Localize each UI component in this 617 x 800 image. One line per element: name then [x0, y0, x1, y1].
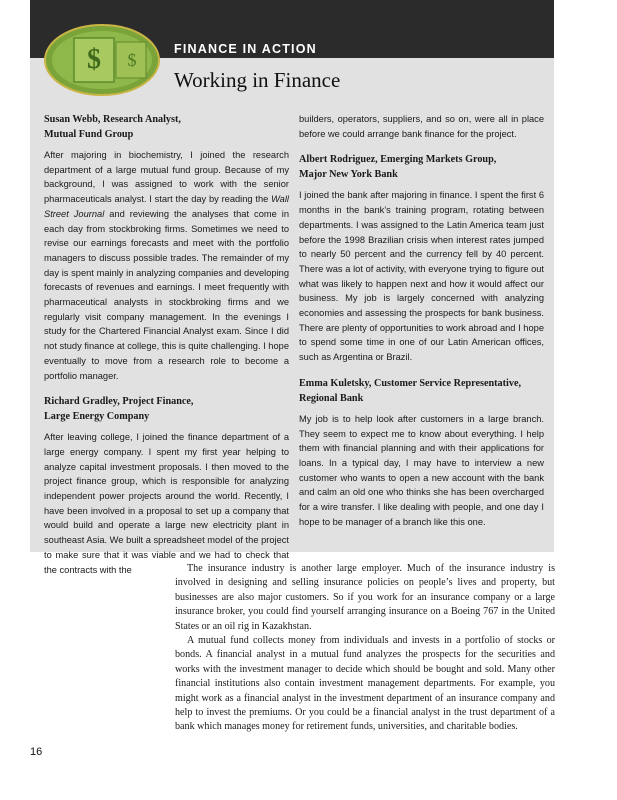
profile-byline — [299, 376, 544, 406]
body-paragraph: A mutual fund collects money from individuals and invests in a portfolio of stocks or bonds. A financial analyst in a mutual fund analyzes the prospects for the securities and works with the investment manager to decide which should be bought and sold. Many other financial institutions also contain investment management departments. For example, you might work as a financial analyst in the investment department of an insurance company and help to invest the premiums. Or you could be a financial analyst in the trust department of a bank which manages money for retirement funds, universities, and charitable bodies. — [175, 635, 555, 733]
profile-text: After majoring in biochemistry, I joined the research department of a large mutual fund group. Because of my background, I was assigned to work with the senior pharmaceuticals analyst. I start the day by reading the Wall Street Journal and reviewing the analyses that come in each day from stockbroking firms. Sometimes we need to revise our earnings forecasts and meet with the portfolio managers to discuss possible trades. The remainder of my day is spent mainly in analyzing companies and developing forecasts of revenues and earnings. I meet frequently with pharmaceutical analysts in stockbroking firms and we regularly visit company management. In the evenings I study for the Chartered Financial Analyst exam. Since I did not study finance at college, this is quite challenging. I hope eventually to move from a research role to become a portfolio manager. — [44, 150, 289, 381]
right-column — [299, 112, 544, 529]
body-text — [175, 562, 555, 735]
profile-org: Regional Bank — [299, 392, 364, 404]
profile-text: My job is to help look after customers in a large branch. They seem to expect me to know about everything. I help them with financial planning and with their applications for loans. In a typical day, I may have to interview a new customer who wants to open a new account with the bank and calm an old one who thinks she has been overcharged for a wire transfer. I like dealing with people, and one day I hope to be manager of a branch like this one. — [299, 413, 544, 527]
profile-byline — [299, 152, 544, 182]
profile-text: After leaving college, I joined the finance department of a large energy company. I spent my first year helping to analyze capital investment proposals. I then moved to the project finance group, which is responsible for analyzing independent power projects around the world. Recently, I have been involved in a proposal to set up a company that would build and operate a large new electricity plant in southeast Asia. We built a spreadsheet model of the project to make sure that it was viable and we had to check that the contracts with the — [44, 432, 289, 575]
profile-name: Albert Rodriguez, Emerging Markets Group, — [299, 154, 497, 166]
dollar-bill-oval-icon — [44, 24, 160, 96]
profile-byline — [44, 112, 289, 142]
svg-text:$: $ — [127, 50, 137, 70]
profile-name: Susan Webb, Research Analyst, — [44, 114, 181, 125]
left-column — [44, 112, 289, 577]
italic-title: Wall Street Journal — [44, 194, 289, 219]
section-tag: FINANCE IN ACTION — [174, 42, 317, 56]
profile-byline — [44, 394, 289, 424]
profile-org: Large Energy Company — [44, 411, 150, 423]
profile-name: Emma Kuletsky, Customer Service Representative, — [299, 377, 522, 389]
page-number: 16 — [30, 746, 43, 758]
svg-text:$: $ — [87, 44, 101, 75]
profile-org: Major New York Bank — [299, 169, 398, 181]
profile-text: I joined the bank after majoring in finance. I spent the first 6 months in the bank’s training program, rotating between departments. I was assigned to the Latin America team just before the 1998 Brazilian crisis when interest rates jumped to nearly 50 percent and the currency fell by 40 percent. There was a lot of activity, with everyone trying to figure out what was likely to happen next and how it would affect our business. My job is largely concerned with analyzing economies and assessing the prospects for bank business. There are plenty of opportunities to work abroad and I hope to spend some time in one of our Latin American offices, such as Argentina or Brazil. — [299, 190, 544, 363]
body-paragraph: The insurance industry is another large employer. Much of the insurance industry is involved in designing and selling insurance policies on people’s lives and property, but businesses are also major customers. So if you work for an insurance company or a large insurance broker, you could find yourself arranging insurance on a Boeing 767 in the United States or an oil rig in Kazakhstan. — [175, 563, 555, 632]
profile-org: Mutual Fund Group — [44, 129, 134, 140]
continuation-text: builders, operators, suppliers, and so on, were all in place before we could arrange bank finance for the project. — [299, 114, 544, 139]
profile-name: Richard Gradley, Project Finance, — [44, 396, 194, 408]
page-title: Working in Finance — [174, 68, 341, 92]
